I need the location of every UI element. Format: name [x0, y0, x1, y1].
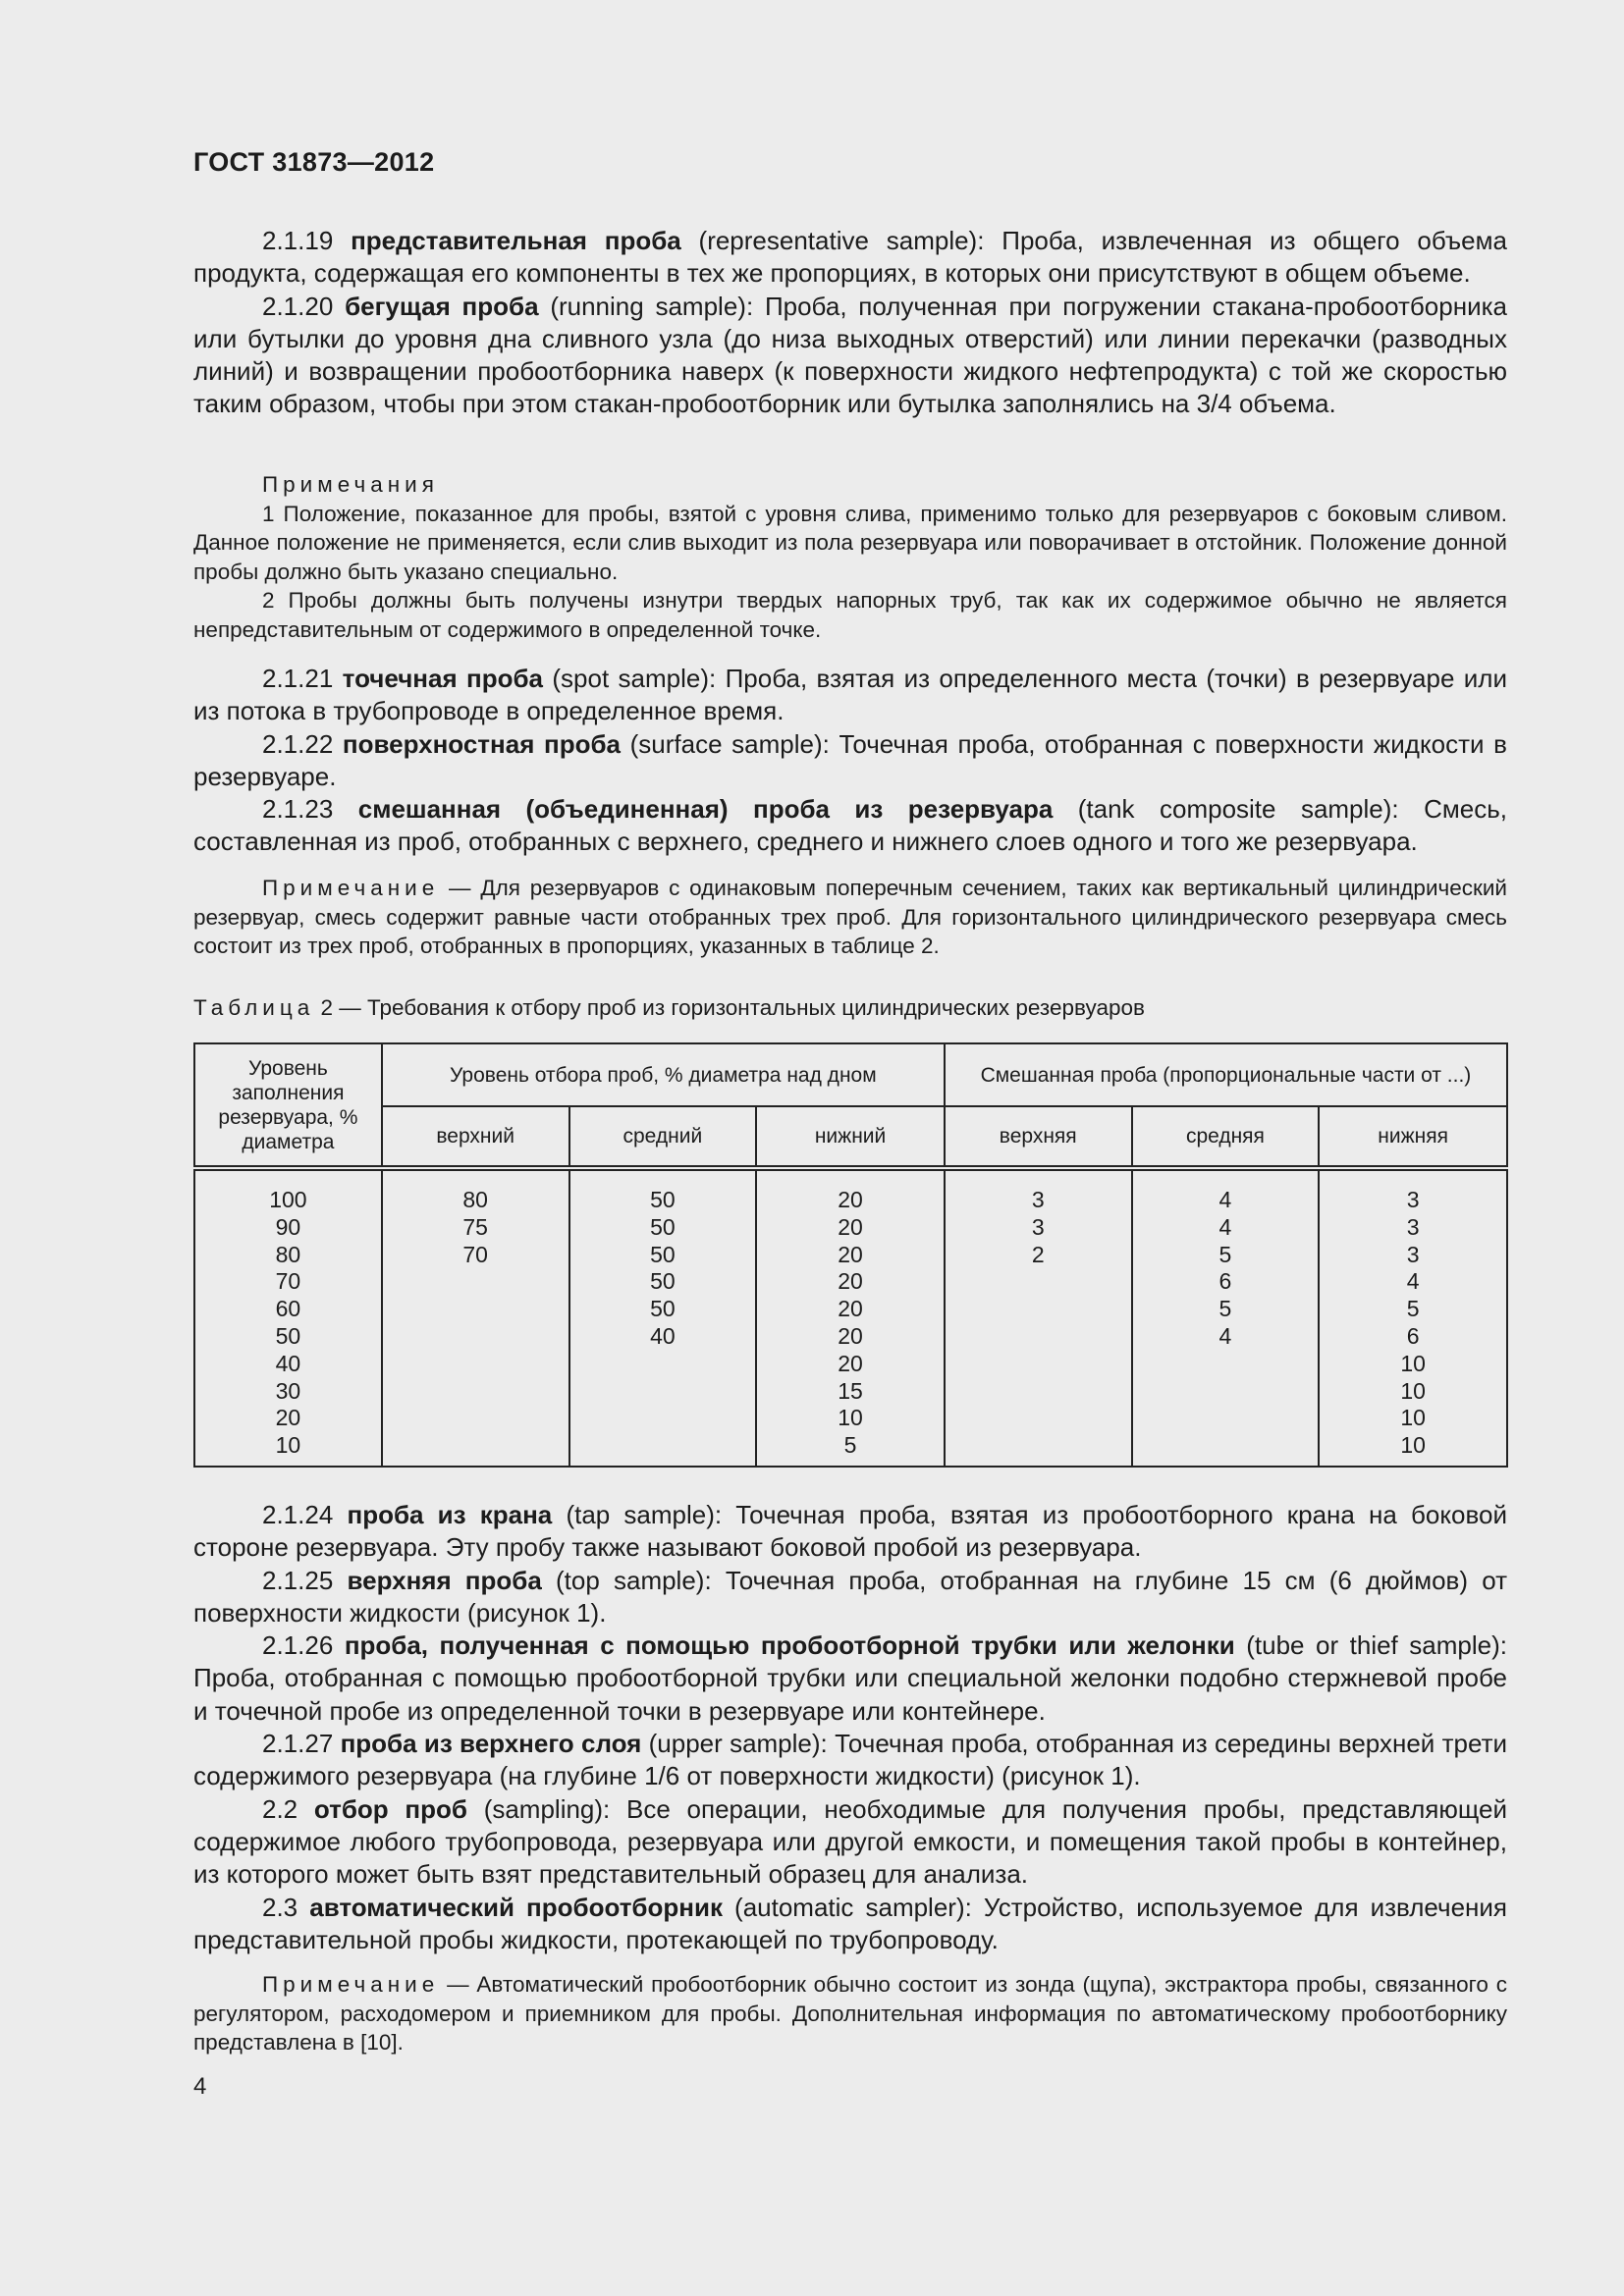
table-column-cell — [1319, 1168, 1507, 1467]
definition-2-3: 2.3 автоматический пробоотборник (automatic sampler): Устройство, используемое для извлечения представительной пробы жидкости, протекающей по трубопроводу. — [193, 1892, 1507, 1954]
table-cell-value: 60 — [275, 1296, 301, 1322]
table-cell-value: 5 — [1406, 1296, 1420, 1322]
table-cell-value: 10 — [838, 1405, 863, 1431]
group-header-sampling-level: Уровень отбора проб, % диаметра над дном — [382, 1043, 945, 1106]
definition-2-1-19: 2.1.19 представительная проба (representative sample): Проба, извлеченная из общего объема продукта, содержащая его компоненты в тех же пропорциях, в которых они присутствуют в общем объеме. — [193, 226, 1507, 289]
definitions-block-3 — [193, 1499, 1507, 1956]
definitions-block-1 — [193, 225, 1507, 421]
table-cell-value: 10 — [275, 1432, 301, 1459]
table-cell-value: 90 — [275, 1213, 301, 1240]
table-cell-value: 50 — [650, 1187, 676, 1212]
table-cell-value: 6 — [1218, 1268, 1232, 1295]
note-block-2 — [193, 874, 1507, 961]
note-block-3 — [193, 1970, 1507, 2057]
definitions-block-2 — [193, 663, 1507, 859]
term: проба, полученная с помощью пробоотборной трубки или желонки — [344, 1630, 1235, 1661]
table-cell-value: 70 — [462, 1241, 488, 1267]
notes-heading: Примечания — [262, 472, 439, 497]
table-cell-value: 4 — [1218, 1213, 1232, 1240]
page-number: 4 — [193, 2073, 207, 2100]
table-cell-value: 100 — [269, 1187, 307, 1212]
table-body-row — [194, 1168, 1507, 1467]
table-column-cell — [569, 1168, 757, 1467]
table-column-cell — [382, 1168, 569, 1467]
table-cell-value: 3 — [1031, 1187, 1045, 1212]
table-column-cell — [945, 1168, 1132, 1467]
sub-header: верхний — [382, 1106, 569, 1168]
table-cell-value: 20 — [838, 1213, 863, 1240]
term: бегущая проба — [345, 291, 539, 321]
table-cell-value: 4 — [1218, 1322, 1232, 1349]
table-cell-value: 3 — [1406, 1213, 1420, 1240]
table-cell-value: 80 — [275, 1241, 301, 1267]
term: точечная проба — [342, 664, 543, 693]
sampling-table — [193, 1042, 1508, 1468]
note-3: Примечание — Автоматический пробоотборник обычно состоит из зонда (щупа), экстрактора пробы, связанного с регулятором, расходомером и приемником для пробы. Дополнительная информация по автоматическому пробоотборнику представлена в [10]. — [193, 1972, 1507, 2055]
table-cell-value: 10 — [1400, 1350, 1426, 1376]
table-cell-value: 80 — [462, 1187, 488, 1212]
group-header-composite: Смешанная проба (пропорциональные части от ...) — [945, 1043, 1507, 1106]
note-2: Примечание — Для резервуаров с одинаковым поперечным сечением, таких как вертикальный цилиндрический резервуар, смесь содержит равные части отобранных трех проб. Для горизонтального цилиндрического резервуара смесь состоит из трех проб, отобранных в пропорциях, указанных в таблице 2. — [193, 876, 1507, 958]
table-cell-value: 20 — [838, 1241, 863, 1267]
table-cell-value: 2 — [1031, 1241, 1045, 1267]
col-header-level: Уровень заполнения резервуара, % диаметра — [194, 1043, 382, 1168]
table-cell-value: 70 — [275, 1268, 301, 1295]
table-cell-value: 5 — [1218, 1241, 1232, 1267]
term: представительная проба — [351, 226, 681, 255]
table-cell-value: 10 — [1400, 1405, 1426, 1431]
sub-header: средняя — [1132, 1106, 1320, 1168]
table-cell-value: 10 — [1400, 1432, 1426, 1459]
table-cell-value: 3 — [1031, 1213, 1045, 1240]
term: поверхностная проба — [342, 728, 621, 759]
table-cell-value: 50 — [650, 1241, 676, 1267]
table-cell-value: 30 — [275, 1377, 301, 1404]
definition-2-1-20: 2.1.20 бегущая проба (running sample): Проба, полученная при погружении стакана-пробоотборника или бутылки до уровня дна сливного узла (до низа выходных отверстий) или линии перекачки (разводных линий) и возвращении пробоотборника наверх (к поверхности жидкого нефтепродукта) с той же скоростью таким образом, чтобы при этом стакан-пробоотборник или бутылка заполнялись на 3/4 объема. — [193, 291, 1508, 419]
table-cell-value: 6 — [1406, 1322, 1420, 1349]
table-cell-value: 20 — [838, 1187, 863, 1212]
term: проба из верхнего слоя — [340, 1729, 642, 1759]
definition-2-1-21: 2.1.21 точечная проба (spot sample): Проба, взятая из определенного места (точки) в резервуаре или из потока в трубопроводе в определенное время. — [193, 664, 1507, 726]
definition-2-2: 2.2 отбор проб (sampling): Все операции, необходимые для получения пробы, представляющей содержимое любого трубопровода, резервуара или другой емкости, и помещения такой пробы в контейнер, из которого может быть взят представительный образец для анализа. — [193, 1793, 1507, 1890]
table-cell-value: 15 — [838, 1377, 863, 1404]
table-cell-value: 50 — [650, 1296, 676, 1322]
table-cell-value: 75 — [462, 1213, 488, 1240]
definition-2-1-26: 2.1.26 проба, полученная с помощью пробоотборной трубки или желонки (tube or thief sample): Проба, отобранная с помощью пробоотборной трубки или специальной желонки подобно стержневой пробе и точечной пробе из определенной точки в резервуаре или контейнере. — [193, 1630, 1507, 1726]
table-cell-value: 5 — [843, 1432, 857, 1459]
table-cell-value: 20 — [838, 1322, 863, 1349]
sub-header: средний — [569, 1106, 757, 1168]
table-cell-value: 20 — [838, 1296, 863, 1322]
table-cell-value: 50 — [650, 1213, 676, 1240]
table-caption: Таблица 2 — Требования к отбору проб из горизонтальных цилиндрических резервуаров — [193, 995, 1145, 1020]
table-cell-value: 50 — [275, 1322, 301, 1349]
term: верхняя проба — [347, 1565, 542, 1595]
sub-header: нижний — [756, 1106, 945, 1168]
table-cell-value: 3 — [1406, 1187, 1420, 1212]
table-column-cell — [194, 1168, 382, 1467]
term: проба из крана — [347, 1500, 553, 1529]
term: смешанная (объединенная) проба из резервуара — [357, 794, 1054, 825]
term: отбор проб — [313, 1793, 467, 1824]
table-cell-value: 10 — [1400, 1377, 1426, 1404]
table-cell-value: 50 — [650, 1268, 676, 1295]
note-item-1: 1 Положение, показанное для пробы, взятой с уровня слива, применимо только для резервуаров с боковым сливом. Данное положение не применяется, если слив выходит из пола резервуара или поворачивает в отстойник. Положение донной пробы должно быть указано специально. — [193, 501, 1507, 584]
definition-2-1-25: 2.1.25 верхняя проба (top sample): Точечная проба, отобранная на глубине 15 см (6 дюймов) от поверхности жидкости (рисунок 1). — [193, 1565, 1507, 1628]
table-cell-value: 4 — [1218, 1187, 1232, 1212]
term: автоматический пробоотборник — [309, 1892, 723, 1922]
table-column-cell — [1132, 1168, 1320, 1467]
sub-header: верхняя — [945, 1106, 1132, 1168]
document-header: ГОСТ 31873—2012 — [193, 147, 435, 177]
table-cell-value: 3 — [1406, 1241, 1420, 1267]
definition-2-1-24: 2.1.24 проба из крана (tap sample): Точечная проба, взятая из пробоотборного крана на боковой стороне резервуара. Эту пробу также называют боковой пробой из резервуара. — [193, 1500, 1507, 1563]
table-cell-value: 20 — [838, 1268, 863, 1295]
table-cell-value: 5 — [1218, 1296, 1232, 1322]
definition-2-1-23: 2.1.23 смешанная (объединенная) проба из резервуара (tank composite sample): Смесь, составленная из проб, отобранных с верхнего, среднего и нижнего слоев одного и того же резервуара. — [193, 794, 1507, 857]
note-item-2: 2 Пробы должны быть получены изнутри твердых напорных труб, так как их содержимое обычно не является непредставительным от содержимого в определенной точке. — [193, 588, 1507, 642]
notes-block-1 — [193, 470, 1507, 644]
table-cell-value: 20 — [275, 1405, 301, 1431]
table-cell-value: 40 — [650, 1322, 676, 1349]
table-cell-value: 20 — [838, 1350, 863, 1376]
table-column-cell — [756, 1168, 945, 1467]
table-cell-value: 4 — [1406, 1268, 1420, 1295]
definition-2-1-27: 2.1.27 проба из верхнего слоя (upper sample): Точечная проба, отобранная из середины верхней трети содержимого резервуара (на глубине 1/6 от поверхности жидкости) (рисунок 1). — [193, 1729, 1507, 1791]
table-cell-value: 40 — [275, 1350, 301, 1376]
definition-2-1-22: 2.1.22 поверхностная проба (surface sample): Точечная проба, отобранная с поверхности жидкости в резервуаре. — [193, 728, 1507, 791]
sub-header: нижняя — [1319, 1106, 1507, 1168]
